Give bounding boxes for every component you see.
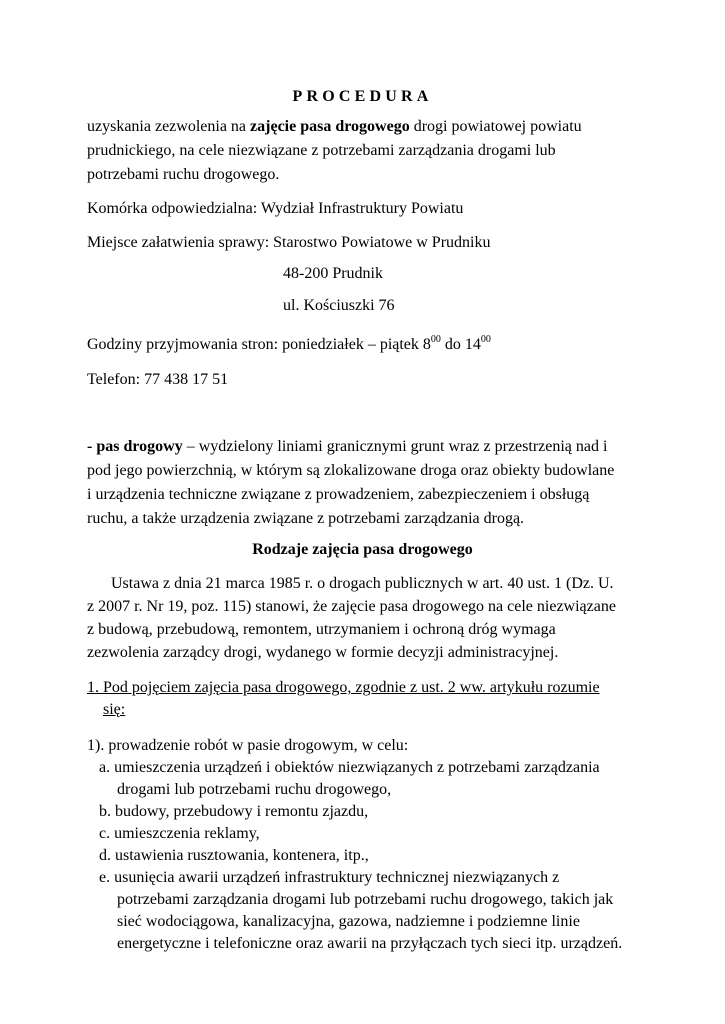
point-1-line-1: 1. Pod pojęciem zajęcia pasa drogowego, zgodnie z ust. 2 ww. artykułu rozumie xyxy=(87,679,600,696)
phone-number: Telefon: 77 438 17 51 xyxy=(87,371,229,388)
postal-code: 48-200 Prudnik xyxy=(283,265,383,282)
sub-point-heading: 1). prowadzenie robót w pasie drogowym, w celu: xyxy=(87,737,409,754)
list-item-e-line-1: e. usunięcia awarii urządzeń infrastruktury technicznej niezwiązanych z xyxy=(99,869,560,886)
place-of-handling: Miejsce załatwienia sprawy: Starostwo Powiatowe w Prudniku xyxy=(87,234,491,251)
document-title: PROCEDURA xyxy=(292,88,433,105)
list-item-e-line-2: potrzebami zarządzania drogami lub potrzebami ruchu drogowego, takich jak xyxy=(117,891,614,908)
office-hours: Godziny przyjmowania stron: poniedziałek – piątek $8^{00}$ do $14^{00}$ xyxy=(87,334,491,353)
list-item-a-line-1: a. umieszczenia urządzeń i obiektów niezwiązanych z potrzebami zarządzania xyxy=(99,759,600,776)
definition-term: pas drogowy xyxy=(96,438,183,455)
definition-line-3: i urządzenia techniczne związane z prowadzeniem, zabezpieczeniem i obsługą xyxy=(87,486,590,503)
intro-line-1: uzyskania zezwolenia na zajęcie pasa drogowego drogi powiatowej powiatu xyxy=(87,118,582,135)
definition-line-2: pod jego powierzchnią, w którym są zlokalizowane droga oraz obiekty budowlane xyxy=(87,462,615,479)
law-line-3: z budową, przebudową, remontem, utrzymaniem i ochroną dróg wymaga xyxy=(87,621,556,638)
list-item-d: d. ustawienia rusztowania, kontenera, itp., xyxy=(99,847,369,864)
law-line-1: Ustawa z dnia 21 marca 1985 r. o drogach publicznych w art. 40 ust. 1 (Dz. U. xyxy=(111,575,614,592)
list-item-b: b. budowy, przebudowy i remontu zjazdu, xyxy=(99,803,369,820)
definition-line-4: ruchu, a także urządzenia związane z potrzebami zarządzania drogą. xyxy=(87,510,525,527)
street-address: ul. Kościuszki 76 xyxy=(283,297,395,314)
responsible-unit: Komórka odpowiedzialna: Wydział Infrastruktury Powiatu xyxy=(87,200,464,217)
list-item-e-line-3: sieć wodociągowa, kanalizacyjna, gazowa, nadziemne i podziemne linie xyxy=(117,913,580,930)
section-heading: Rodzaje zajęcia pasa drogowego xyxy=(252,541,473,558)
intro-line-3: potrzebami ruchu drogowego. xyxy=(87,166,280,183)
list-item-e-line-4: energetyczne i telefoniczne oraz awarii na przyłączach tych sieci itp. urządzeń. xyxy=(117,935,623,952)
list-item-c: c. umieszczenia reklamy, xyxy=(99,825,260,842)
law-line-4: zezwolenia zarządcy drogi, wydanego w formie decyzji administracyjnej. xyxy=(87,644,559,661)
intro-line-2: prudnickiego, na cele niezwiązane z potrzebami zarządzania drogami lub xyxy=(87,142,556,159)
list-item-a-line-2: drogami lub potrzebami ruchu drogowego, xyxy=(117,781,392,798)
law-line-2: z 2007 r. Nr 19, poz. 115) stanowi, że zajęcie pasa drogowego na cele niezwiązane xyxy=(87,598,616,615)
intro-bold-term: zajęcie pasa drogowego xyxy=(250,118,410,135)
point-1-line-2: się: xyxy=(103,701,126,718)
definition-line-1: - pas drogowy – wydzielony liniami granicznymi grunt wraz z przestrzenią nad i xyxy=(87,438,608,455)
